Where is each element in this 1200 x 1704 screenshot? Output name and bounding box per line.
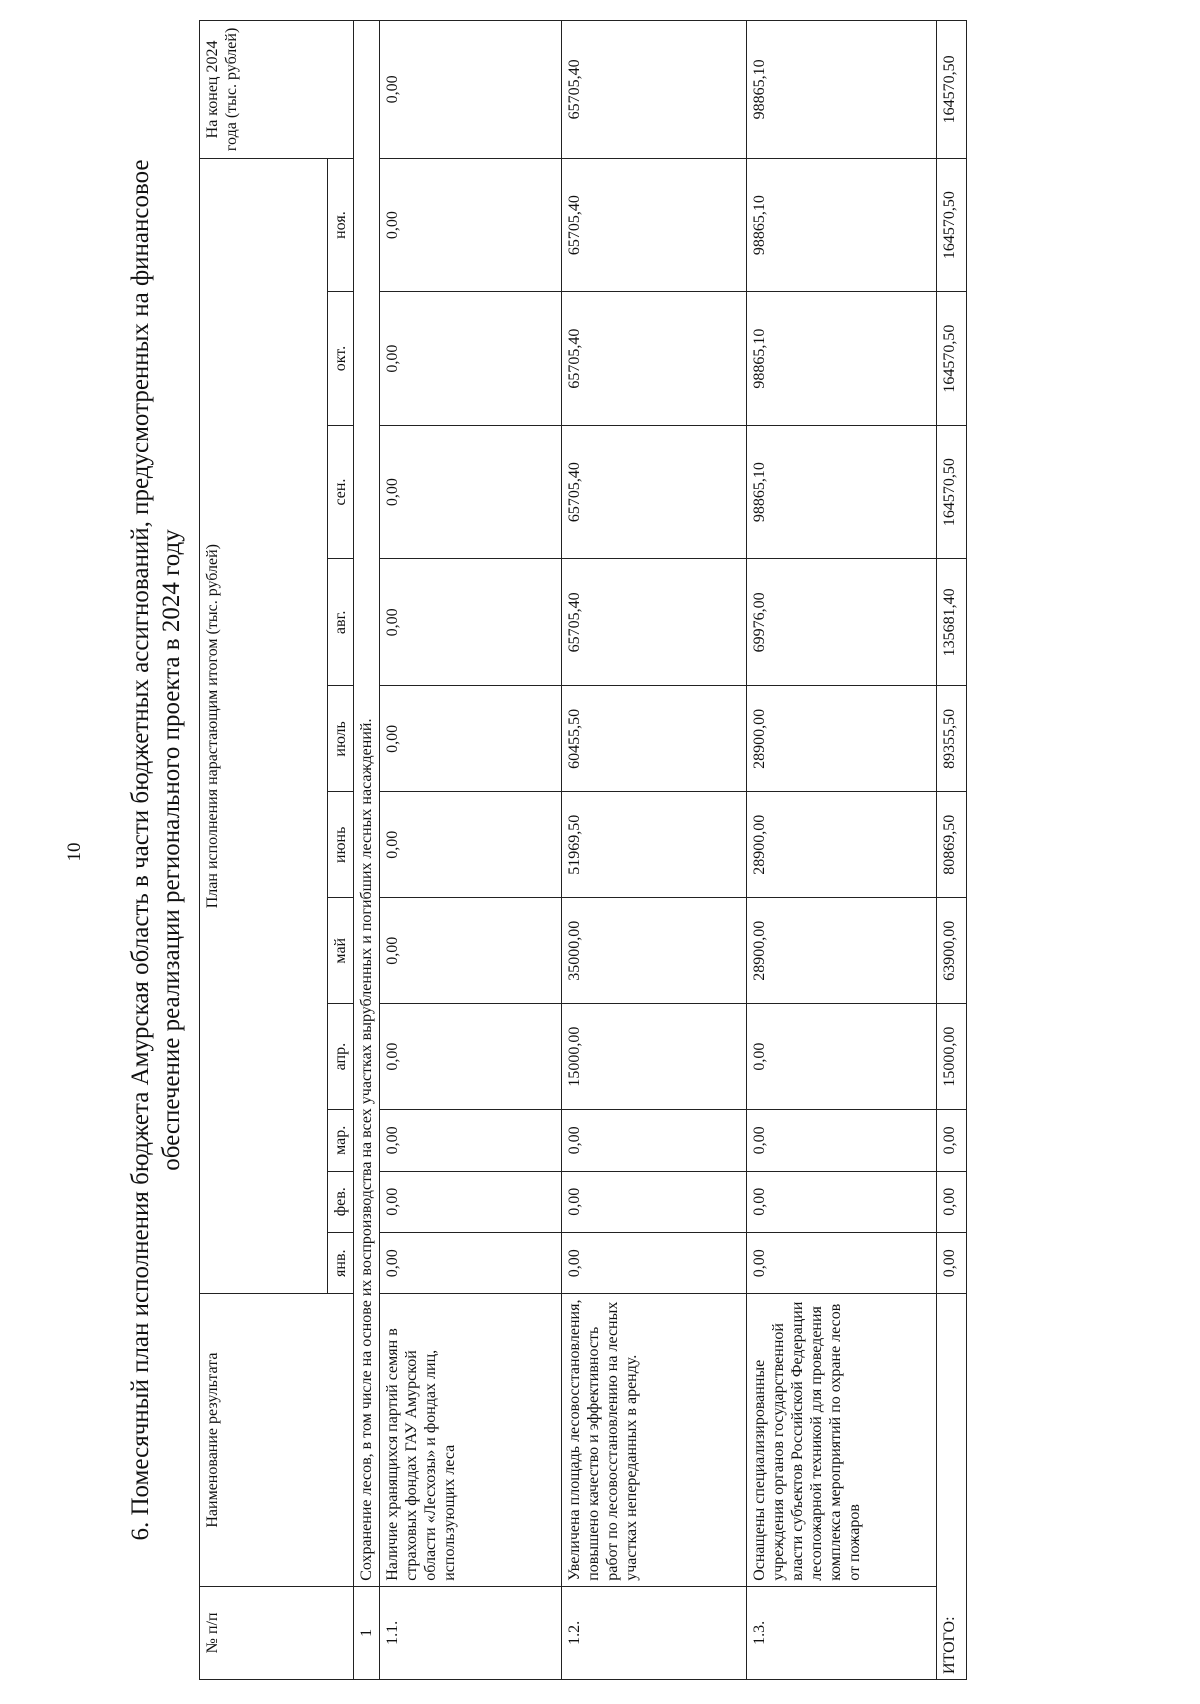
rotated-page-content	[125, 15, 1050, 1685]
total-end-value: 164570,50	[937, 21, 967, 159]
row-value: 0,00	[747, 1004, 937, 1110]
row-end-value: 65705,40	[562, 21, 747, 159]
month-header: июнь	[328, 792, 354, 898]
month-header: сен.	[328, 425, 354, 558]
row-value: 0,00	[562, 1110, 747, 1171]
month-header: окт.	[328, 292, 354, 425]
header-plan: План исполнения нарастающим итогом (тыс. рублей)	[200, 158, 328, 1294]
row-num: 1.1.	[380, 1586, 562, 1679]
title-line-2: обеспечение реализации регионального проекта в 2024 году	[158, 529, 185, 1171]
row-value: 0,00	[380, 1110, 562, 1171]
row-value: 35000,00	[562, 898, 747, 1004]
total-label: ИТОГО:	[937, 1294, 967, 1680]
month-header: апр.	[328, 1004, 354, 1110]
row-value: 0,00	[380, 292, 562, 425]
table-row	[747, 21, 937, 1680]
row-value: 98865,10	[747, 292, 937, 425]
total-value: 164570,50	[937, 425, 967, 558]
row-value: 65705,40	[562, 158, 747, 292]
row-value: 51969,50	[562, 792, 747, 898]
row-value: 60455,50	[562, 686, 747, 792]
section-text: Сохранение лесов, в том числе на основе их воспроизводства на всех участках вырубленных и погибших лесных насаждений.	[354, 21, 380, 1587]
total-value: 164570,50	[937, 158, 967, 292]
row-end-value: 98865,10	[747, 21, 937, 159]
row-value: 0,00	[380, 158, 562, 292]
total-value: 135681,40	[937, 559, 967, 686]
row-name: Наличие хранящихся партий семян в страховых фондах ГАУ Амурской области «Лесхозы» и фондах лиц, использующих леса	[380, 1294, 562, 1586]
row-value: 28900,00	[747, 792, 937, 898]
header-name: Наименование результата	[200, 1294, 354, 1586]
month-header: янв.	[328, 1232, 354, 1293]
section-row	[354, 21, 380, 1680]
header-end-of-year: На конец 2024 года (тыс. рублей)	[200, 21, 354, 159]
budget-plan-table	[199, 20, 967, 1680]
row-value: 65705,40	[562, 292, 747, 425]
row-value: 28900,00	[747, 686, 937, 792]
row-value: 65705,40	[562, 559, 747, 686]
row-num: 1.2.	[562, 1586, 747, 1679]
row-value: 0,00	[380, 792, 562, 898]
row-value: 28900,00	[747, 898, 937, 1004]
row-value: 0,00	[747, 1110, 937, 1171]
row-value: 15000,00	[562, 1004, 747, 1110]
total-row	[937, 21, 967, 1680]
row-value: 0,00	[380, 686, 562, 792]
row-name: Оснащены специализированные учреждения органов государственной власти субъектов Российской Федерации лесопожарной техникой для проведения комплекса мероприятий по охране лесов от пожаров	[747, 1294, 937, 1586]
table-row	[562, 21, 747, 1680]
row-value: 0,00	[380, 1004, 562, 1110]
row-value: 0,00	[747, 1232, 937, 1293]
row-value: 0,00	[380, 898, 562, 1004]
row-value: 98865,10	[747, 425, 937, 558]
row-value: 65705,40	[562, 425, 747, 558]
row-value: 0,00	[562, 1171, 747, 1232]
section-num: 1	[354, 1586, 380, 1679]
total-value: 0,00	[937, 1110, 967, 1171]
row-value: 0,00	[747, 1171, 937, 1232]
title-line-1: 6. Помесячный план исполнения бюджета Амурская область в части бюджетных ассигнований, предусмотренных на финансовое	[127, 159, 154, 1541]
header-num: № п/п	[200, 1586, 354, 1679]
total-value: 164570,50	[937, 292, 967, 425]
row-value: 98865,10	[747, 158, 937, 292]
row-end-value: 0,00	[380, 21, 562, 159]
total-value: 80869,50	[937, 792, 967, 898]
total-value: 15000,00	[937, 1004, 967, 1110]
row-value: 0,00	[562, 1232, 747, 1293]
row-value: 0,00	[380, 425, 562, 558]
row-num: 1.3.	[747, 1586, 937, 1679]
month-header: июль	[328, 686, 354, 792]
month-header: фев.	[328, 1171, 354, 1232]
page-number: 10	[64, 842, 85, 862]
row-name: Увеличена площадь лесовосстановления, повышено качество и эффективность работ по лесовосстановлению на лесных участках непереданных в аренду.	[562, 1294, 747, 1586]
total-value: 0,00	[937, 1171, 967, 1232]
month-header: мар.	[328, 1110, 354, 1171]
month-header: ноя.	[328, 158, 354, 292]
row-value: 0,00	[380, 1171, 562, 1232]
total-value: 0,00	[937, 1232, 967, 1293]
row-value: 69976,00	[747, 559, 937, 686]
total-value: 89355,50	[937, 686, 967, 792]
document-title	[125, 15, 187, 1685]
month-header: май	[328, 898, 354, 1004]
total-value: 63900,00	[937, 898, 967, 1004]
row-value: 0,00	[380, 559, 562, 686]
table-row	[380, 21, 562, 1680]
month-header: авг.	[328, 559, 354, 686]
row-value: 0,00	[380, 1232, 562, 1293]
